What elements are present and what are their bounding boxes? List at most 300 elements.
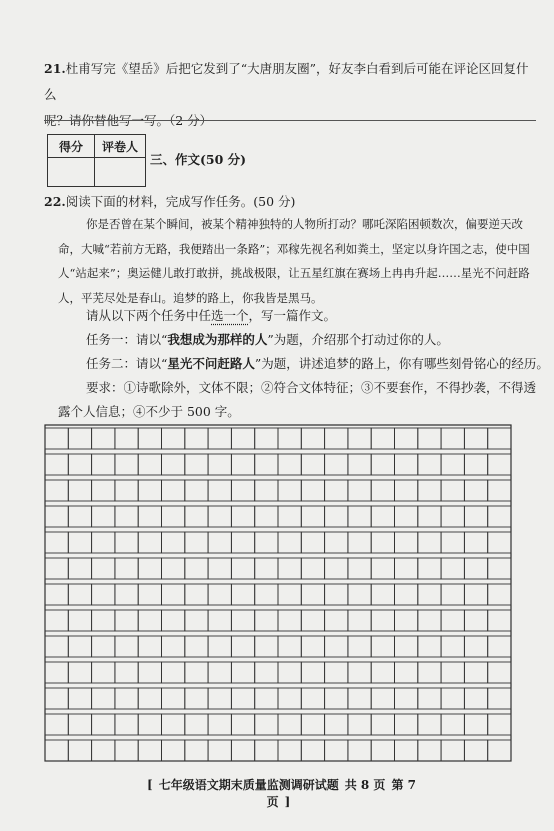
grid-cell [231,480,254,501]
score-header: 得分 [48,135,95,158]
grid-cell [45,428,68,449]
grid-cell [325,662,348,683]
grid-cell [418,532,441,553]
grid-cell [208,480,231,501]
grid-cell [185,558,208,579]
grid-cell [208,636,231,657]
grid-cell [231,662,254,683]
choose-instruction [86,305,336,327]
grid-cell [418,584,441,605]
grid-cell [325,584,348,605]
grid-cell [138,454,161,475]
grid-cell [278,558,301,579]
grid-cell [185,740,208,761]
grid-cell [441,662,464,683]
grid-cell [115,610,138,631]
grid-cell [45,688,68,709]
grid-cell [301,662,324,683]
grid-cell [162,714,185,735]
grid-cell [278,662,301,683]
grid-cell [418,480,441,501]
grid-row [45,688,511,709]
task-1-title: 我想成为那样的人 [167,332,268,347]
grid-cell [464,584,487,605]
grid-cell [231,688,254,709]
grid-cell [464,532,487,553]
grid-cell [92,454,115,475]
grid-cell [441,428,464,449]
grid-cell [488,740,511,761]
grid-cell [301,558,324,579]
grid-cell [464,610,487,631]
grid-cell [418,740,441,761]
grid-cell [162,558,185,579]
grid-cell [68,662,91,683]
grid-cell [371,714,394,735]
footer-exam-title: 七年级语文期末质量监测调研试题 [158,778,339,792]
grid-cell [488,506,511,527]
grid-cell [464,714,487,735]
question-21-line2: 呢？请你替他写一写。（2 分） [44,113,213,128]
grid-row [45,610,511,631]
grid-cell [325,714,348,735]
grid-cell [162,532,185,553]
grid-cell [325,558,348,579]
task-1-pre: 任务一：请以“ [86,332,168,347]
grid-cell [395,454,418,475]
question-21 [44,56,539,134]
question-22 [44,192,295,210]
grid-cell [418,558,441,579]
grid-cell [488,428,511,449]
grid-cell [418,714,441,735]
grid-cell [395,662,418,683]
grid-cell [68,532,91,553]
grid-cell [231,428,254,449]
grid-row [45,506,511,527]
grid-cell [371,480,394,501]
grid-cell [441,740,464,761]
grid-cell [488,714,511,735]
grid-cell [115,428,138,449]
grid-cell [92,584,115,605]
score-cell [48,158,95,187]
grid-cell [45,610,68,631]
task-1-post: ”为题，介绍那个打动过你的人。 [267,332,449,347]
grid-cell [115,714,138,735]
grid-cell [441,454,464,475]
grid-cell [325,506,348,527]
grid-cell [464,636,487,657]
grid-cell [464,688,487,709]
grid-cell [138,532,161,553]
grid-cell [348,480,371,501]
grid-cell [441,610,464,631]
essay-writing-grid[interactable] [44,424,512,762]
grid-cell [45,740,68,761]
grid-cell [348,506,371,527]
grid-cell [464,558,487,579]
task-2-pre: 任务二：请以“ [86,356,168,371]
footer-close-bracket: ] [284,795,291,809]
grid-cell [441,714,464,735]
grid-cell [185,506,208,527]
requirements: 要求：①诗歌除外，文体不限；②符合文体特征；③不要套作，不得抄袭，不得透露个人信息；④不少于 500 字。 [58,380,537,419]
grid-cell [301,428,324,449]
grid-cell [68,584,91,605]
grid-cell [488,558,511,579]
grid-cell [92,636,115,657]
grid-cell [255,584,278,605]
grid-cell [371,662,394,683]
grid-cell [255,454,278,475]
grid-row [45,480,511,501]
grid-cell [278,428,301,449]
grid-cell [278,506,301,527]
grid-cell [441,636,464,657]
grid-cell [92,506,115,527]
material-passage: 你是否曾在某个瞬间，被某个精神独特的人物所打动？哪吒深陷困顿数次，偏要逆天改命，大喊“若前方无路，我便踏出一条路”；邓稼先视名利如粪土，坚定以身许国之志，使中国人“站起来”；奥运健儿敢打敢拼，挑战极限，让五星红旗在赛场上冉冉升起……星光不问赶路人，平芜尽处是春山。追梦的路上，你我皆是黑马。 [58,217,530,305]
question-21-line1: 杜甫写完《望岳》后把它发到了“大唐朋友圈”，好友李白看到后可能在评论区回复什么 [44,61,529,102]
grid-cell [45,584,68,605]
grid-cell [255,506,278,527]
grid-cell [68,428,91,449]
grid-cell [162,636,185,657]
grid-cell [231,558,254,579]
grid-row [45,714,511,735]
grid-cell [138,428,161,449]
grid-cell [348,714,371,735]
grid-cell [208,662,231,683]
question-21-number: 21. [44,61,66,76]
grid-cell [185,428,208,449]
grid-cell [418,636,441,657]
grid-cell [255,428,278,449]
question-22-prompt: 阅读下面的材料，完成写作任务。(50 分) [65,194,296,209]
grid-cell [115,532,138,553]
grid-cell [488,610,511,631]
grid-cell [185,610,208,631]
grid-cell [371,688,394,709]
grid-cell [278,636,301,657]
grid-cell [441,480,464,501]
grid-cell [301,636,324,657]
grid-cell [231,506,254,527]
grid-cell [464,454,487,475]
grid-cell [278,688,301,709]
grid-cell [395,740,418,761]
grid-cell [92,740,115,761]
grid-cell [488,584,511,605]
grid-cell [348,532,371,553]
grid-cell [371,636,394,657]
grid-cell [301,532,324,553]
grid-cell [115,506,138,527]
grid-cell [395,428,418,449]
grid-cell [185,662,208,683]
grid-cell [278,584,301,605]
grid-cell [231,454,254,475]
grid-cell [488,480,511,501]
grid-cell [488,662,511,683]
grid-cell [162,480,185,501]
grid-cell [231,740,254,761]
grid-cell [45,480,68,501]
grid-cell [301,714,324,735]
grid-cell [348,636,371,657]
grid-cell [185,636,208,657]
grid-cell [488,532,511,553]
grid-cell [278,532,301,553]
grid-cell [162,428,185,449]
grid-cell [185,688,208,709]
grid-cell [395,480,418,501]
grid-cell [231,532,254,553]
grid-cell [138,636,161,657]
grid-cell [92,532,115,553]
grid-cell [464,480,487,501]
grid-cell [441,506,464,527]
grid-cell [68,558,91,579]
grid-cell [325,688,348,709]
grid-cell [92,558,115,579]
grid-cell [418,428,441,449]
grid-cell [45,636,68,657]
grid-row [45,558,511,579]
grid-cell [208,714,231,735]
grid-cell [162,584,185,605]
choose-emphasis: 选一个 [211,308,249,323]
score-table [47,134,146,187]
choose-post: ，写一篇作文。 [248,308,337,323]
grid-cell [255,662,278,683]
grid-cell [68,480,91,501]
grid-cell [255,610,278,631]
grid-cell [138,558,161,579]
grid-cell [138,662,161,683]
grid-cell [371,584,394,605]
grid-cell [348,454,371,475]
grid-cell [255,636,278,657]
grid-cell [68,636,91,657]
grid-cell [45,454,68,475]
grid-cell [45,532,68,553]
grid-cell [208,428,231,449]
grid-cell [68,714,91,735]
grid-cell [371,532,394,553]
grid-cell [45,558,68,579]
section-3-title: 三、作文(50 分) [150,152,247,167]
grid-cell [488,454,511,475]
grid-cell [325,480,348,501]
grid-cell [348,428,371,449]
grid-row [45,428,511,449]
grid-cell [138,480,161,501]
grid-cell [325,610,348,631]
grid-cell [255,714,278,735]
grid-cell [395,714,418,735]
grid-cell [208,584,231,605]
grid-cell [255,688,278,709]
grid-cell [162,506,185,527]
grader-header: 评卷人 [95,135,146,158]
grid-cell [115,636,138,657]
grid-row [45,532,511,553]
grid-cell [231,610,254,631]
grid-cell [418,506,441,527]
grid-cell [231,584,254,605]
grid-cell [185,532,208,553]
grid-cell [68,740,91,761]
grid-cell [138,688,161,709]
grid-cell [395,636,418,657]
grid-cell [255,480,278,501]
grid-cell [231,714,254,735]
grid-cell [488,688,511,709]
grid-cell [255,740,278,761]
grid-cell [45,506,68,527]
grid-cell [92,662,115,683]
grid-cell [208,532,231,553]
grid-row [45,740,511,761]
grid-cell [115,688,138,709]
grid-cell [464,506,487,527]
grid-cell [208,506,231,527]
grid-cell [441,688,464,709]
grid-cell [395,506,418,527]
question-21-answer-line[interactable] [44,120,536,121]
grid-cell [301,584,324,605]
grid-cell [371,740,394,761]
grid-cell [255,532,278,553]
grid-cell [301,454,324,475]
grid-cell [301,480,324,501]
grid-cell [418,688,441,709]
grid-cell [115,584,138,605]
grid-cell [208,558,231,579]
grid-cell [208,688,231,709]
grid-cell [92,610,115,631]
grid-cell [45,714,68,735]
grid-cell [92,688,115,709]
grid-cell [278,610,301,631]
grid-cell [348,662,371,683]
grid-row [45,584,511,605]
grid-cell [325,454,348,475]
grid-cell [278,480,301,501]
task-2-post: ”为题，讲述追梦的路上，你有哪些刻骨铭心的经历。 [254,356,549,371]
grid-cell [441,584,464,605]
grid-cell [348,740,371,761]
grid-row [45,636,511,657]
grid-cell [278,454,301,475]
task-1 [86,329,449,351]
grid-cell [441,532,464,553]
grid-cell [185,714,208,735]
grid-row [45,662,511,683]
grid-cell [115,480,138,501]
grid-cell [371,454,394,475]
grid-cell [68,506,91,527]
grid-cell [185,454,208,475]
grid-cell [418,454,441,475]
grid-cell [162,662,185,683]
grid-cell [115,558,138,579]
grid-cell [92,714,115,735]
grid-cell [301,688,324,709]
grid-cell [464,740,487,761]
grid-cell [325,636,348,657]
grid-cell [464,662,487,683]
grid-cell [162,610,185,631]
grid-cell [68,610,91,631]
grid-cell [464,428,487,449]
grid-cell [138,610,161,631]
grid-cell [138,740,161,761]
grid-cell [301,740,324,761]
footer-open-bracket: [ [147,778,153,792]
grid-cell [418,610,441,631]
grid-cell [371,610,394,631]
page-footer [130,776,430,810]
grid-cell [348,688,371,709]
grid-cell [301,610,324,631]
grid-cell [138,506,161,527]
grid-cell [92,428,115,449]
question-22-number: 22. [44,194,66,209]
grid-cell [395,532,418,553]
grid-cell [371,428,394,449]
grid-cell [488,636,511,657]
grid-cell [45,662,68,683]
grid-cell [348,610,371,631]
grid-cell [92,480,115,501]
task-2-title: 星光不问赶路人 [167,356,255,371]
grid-cell [185,480,208,501]
grid-cell [395,584,418,605]
grid-cell [115,454,138,475]
grid-cell [162,740,185,761]
grid-cell [325,532,348,553]
grid-cell [441,558,464,579]
grid-cell [325,428,348,449]
footer-page-number: 第 7 页 [266,778,416,809]
grid-cell [348,558,371,579]
grid-cell [68,454,91,475]
grid-cell [208,610,231,631]
task-2 [86,353,549,375]
grid-cell [208,454,231,475]
grid-cell [278,740,301,761]
grid-cell [138,714,161,735]
grid-cell [395,688,418,709]
grid-cell [395,610,418,631]
footer-total-pages: 共 8 页 [344,778,386,792]
grader-cell [95,158,146,187]
grid-cell [115,740,138,761]
grid-cell [231,636,254,657]
grid-cell [255,558,278,579]
grid-cell [348,584,371,605]
grid-cell [371,506,394,527]
grid-cell [185,584,208,605]
grid-cell [325,740,348,761]
grid-cell [371,558,394,579]
grid-cell [418,662,441,683]
grid-cell [395,558,418,579]
grid-cell [278,714,301,735]
choose-pre: 请从以下两个任务中任 [86,308,212,323]
